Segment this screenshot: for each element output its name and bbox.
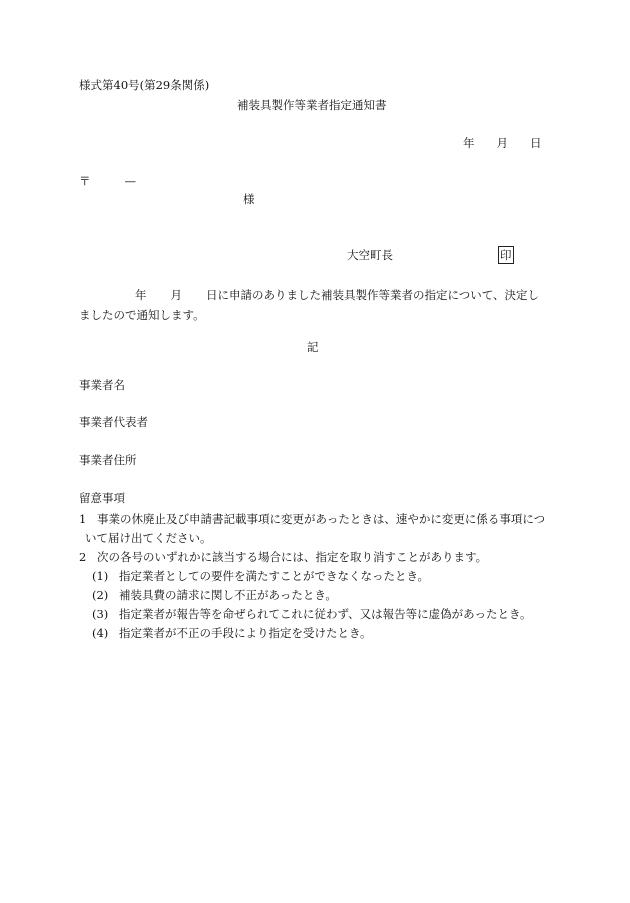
seal-mark: 印 xyxy=(500,248,512,262)
issue-date-line xyxy=(463,137,542,151)
date-month-label: 月 xyxy=(496,136,508,150)
note-item-2 xyxy=(79,548,551,567)
subitem-2-text: 補装具費の請求に関し不正があったとき。 xyxy=(119,588,337,602)
note-subitem-4 xyxy=(92,624,372,643)
note-item-2-number: 2 xyxy=(79,550,87,564)
postal-dash: — xyxy=(124,174,136,188)
notification-body xyxy=(79,285,549,325)
date-day-label: 日 xyxy=(530,136,542,150)
document-title: 補装具製作等業者指定通知書 xyxy=(237,98,387,112)
subitem-3-number: (3) xyxy=(92,607,109,621)
form-number: 様式第40号(第29条関係) xyxy=(79,78,210,92)
date-year-label: 年 xyxy=(463,136,475,150)
body-month-label: 月 xyxy=(170,288,182,302)
field-representative: 事業者代表者 xyxy=(79,415,148,429)
postal-code-line xyxy=(79,175,136,189)
note-item-1-continuation: いて届け出てください。 xyxy=(85,531,212,545)
notes-heading: 留意事項 xyxy=(79,491,125,505)
note-subitem-1 xyxy=(92,567,429,586)
note-item-1 xyxy=(79,510,551,548)
subitem-1-text: 指定業者としての要件を満たすことができなくなったとき。 xyxy=(119,569,430,583)
note-subitem-2 xyxy=(92,586,337,605)
subitem-3-text: 指定業者が報告等を命ぜられてこれに従わず、又は報告等に虚偽があったとき。 xyxy=(119,607,532,621)
note-item-2-text: 次の各号のいずれかに該当する場合には、指定を取り消すことがあります。 xyxy=(97,550,488,564)
note-item-1-number: 1 xyxy=(79,512,87,526)
field-business-name: 事業者名 xyxy=(79,378,125,392)
ki-heading: 記 xyxy=(307,340,319,354)
subitem-1-number: (1) xyxy=(92,569,109,583)
postal-mark: 〒 xyxy=(79,174,91,188)
subitem-2-number: (2) xyxy=(92,588,109,602)
body-text: 日に申請のありました補装具製作等業者の指定について、決定しましたので通知します。 xyxy=(79,288,540,322)
subitem-4-number: (4) xyxy=(92,626,109,640)
note-item-1-text: 事業の休廃止及び申請書記載事項に変更があったときは、速やかに変更に係る事項につ xyxy=(97,512,546,526)
subitem-4-text: 指定業者が不正の手段により指定を受けたとき。 xyxy=(119,626,372,640)
body-year-label: 年 xyxy=(135,288,147,302)
note-subitem-3 xyxy=(92,605,532,624)
field-address: 事業者住所 xyxy=(79,453,137,467)
addressee-honorific: 様 xyxy=(243,192,255,206)
issuer-name: 大空町長 xyxy=(347,248,393,262)
